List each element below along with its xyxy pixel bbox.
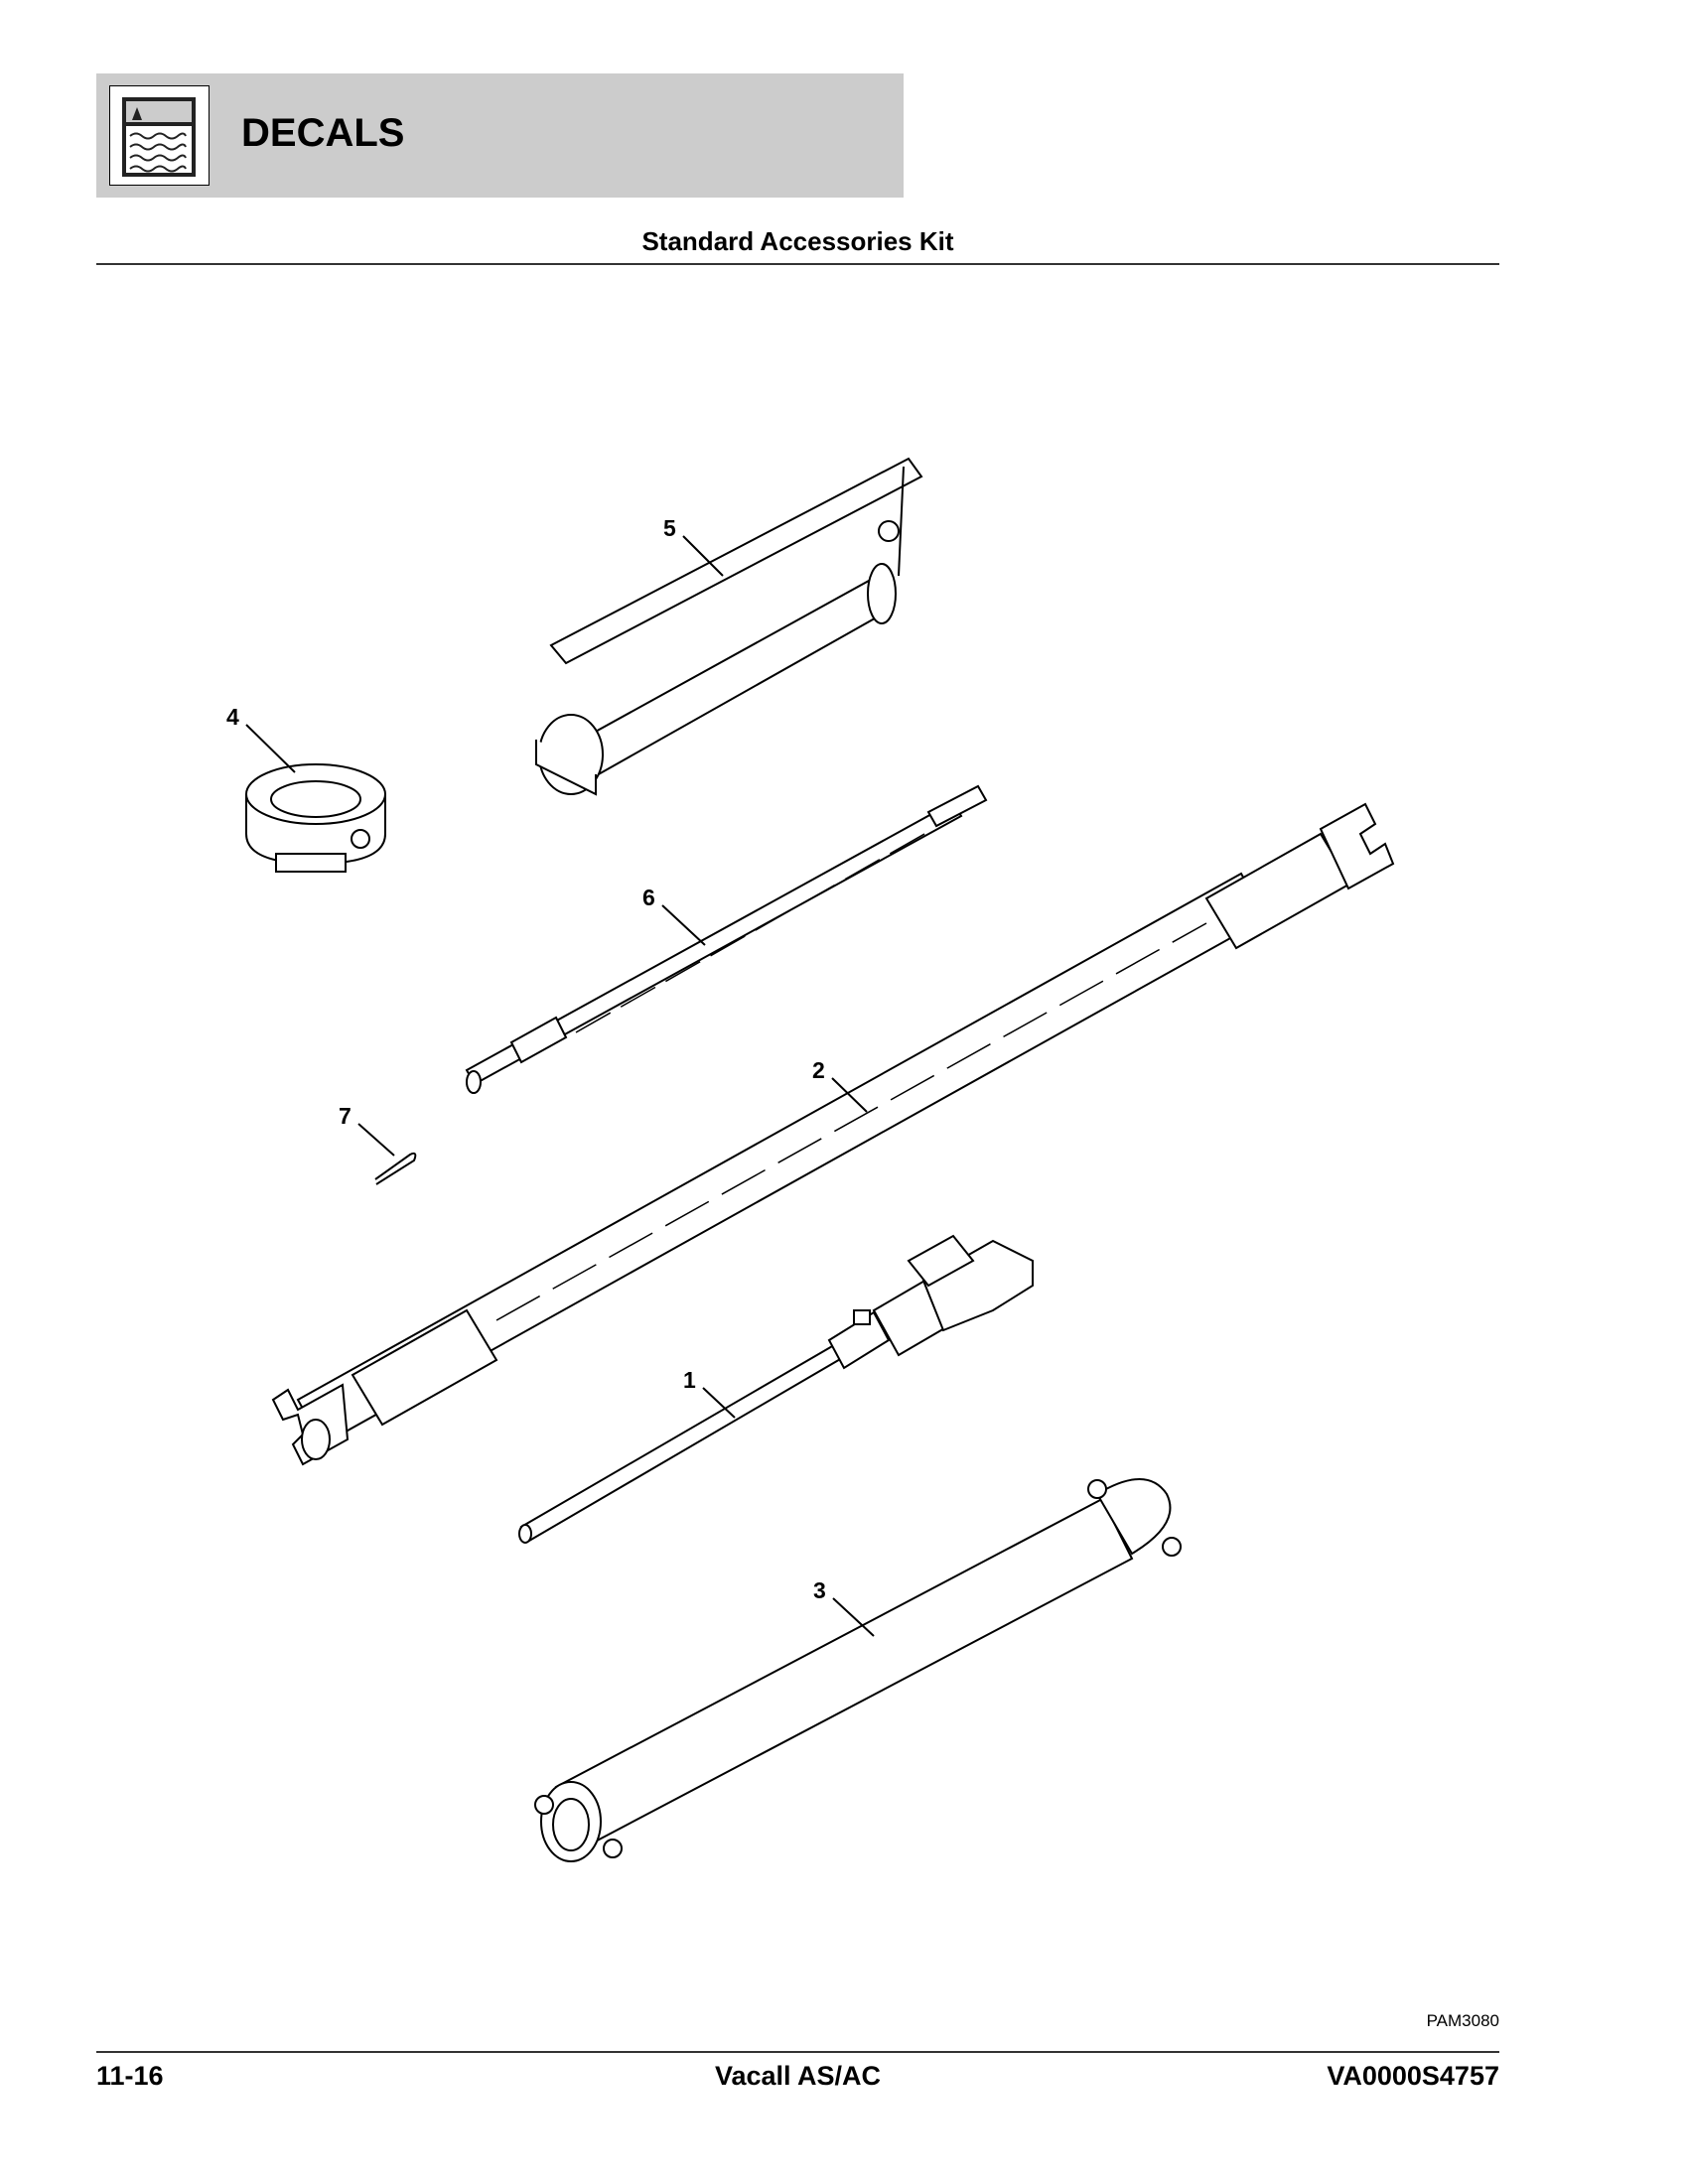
document-id: VA0000S4757 [1327,2061,1499,2091]
part-5-grease-gun [536,459,921,794]
part-4-cup [246,764,385,872]
section-title: DECALS [241,111,405,155]
callout-3: 3 [813,1577,826,1603]
callout-1: 1 [683,1367,696,1393]
callout-5: 5 [663,515,676,541]
page-number: 11-16 [96,2061,164,2091]
product-name: Vacall AS/AC [714,2061,882,2091]
part-7-cotter-pin [375,1154,415,1184]
footer-divider [96,2051,1499,2053]
part-3-tube [535,1479,1181,1861]
callout-2: 2 [812,1057,825,1083]
callout-6: 6 [642,885,655,910]
callout-7: 7 [339,1103,352,1129]
part-6-hose [467,786,986,1093]
figure-id: PAM3080 [1426,2011,1499,2030]
page-subtitle: Standard Accessories Kit [641,226,954,256]
part-2-tube [273,804,1393,1464]
callout-4: 4 [226,704,239,730]
